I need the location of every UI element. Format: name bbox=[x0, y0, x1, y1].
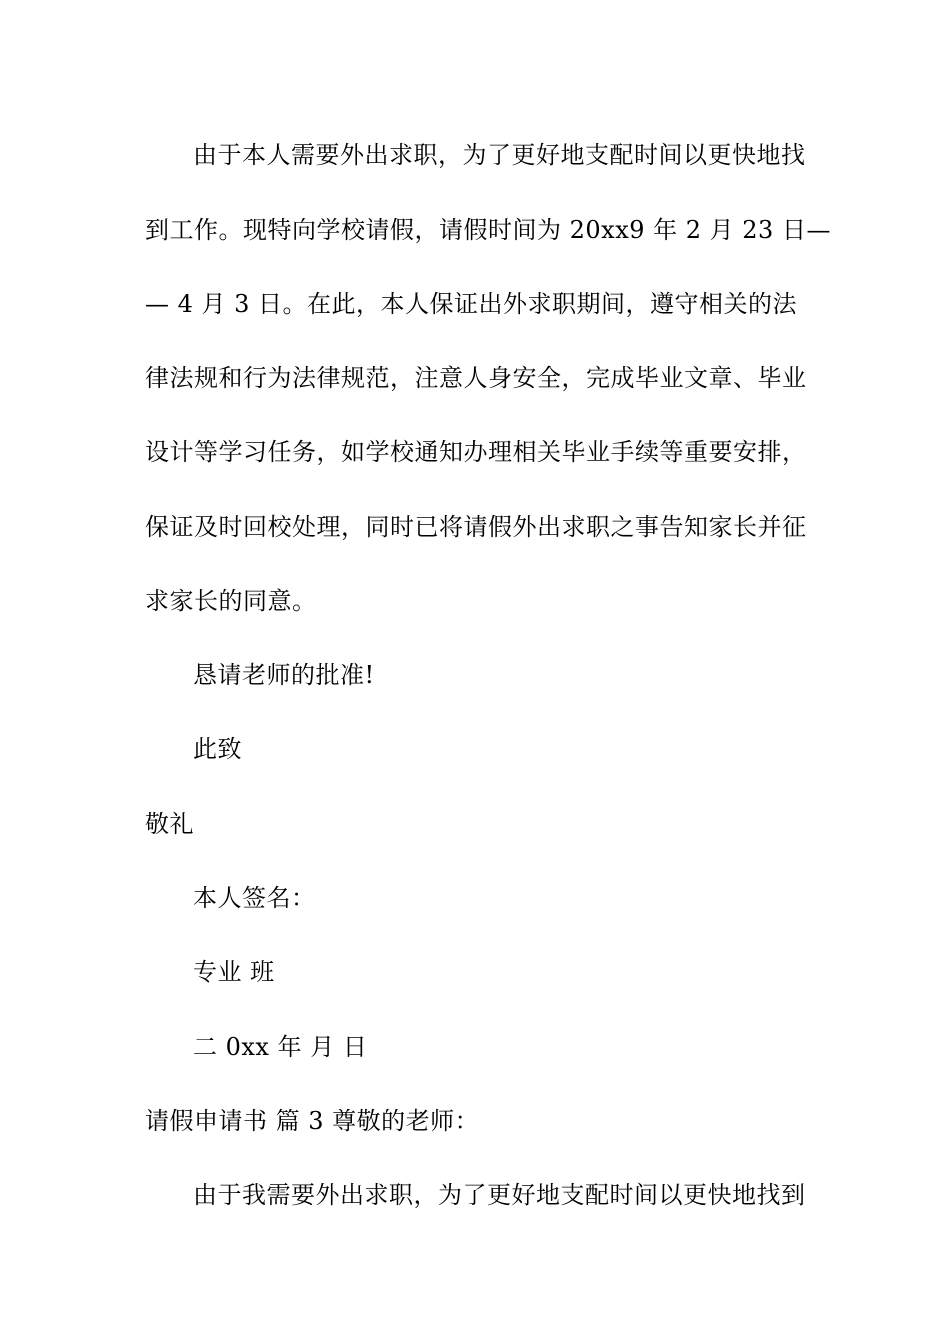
paragraph-line-5: 设计等学习任务，如学校通知办理相关毕业手续等重要安排， bbox=[145, 438, 807, 466]
next-paragraph-line-1: 由于我需要外出求职，为了更好地支配时间以更快地找到 bbox=[193, 1181, 806, 1209]
paragraph-line-1: 由于本人需要外出求职，为了更好地支配时间以更快地找 bbox=[193, 141, 806, 169]
next-section-title: 请假申请书 篇 3 尊敬的老师： bbox=[145, 1107, 480, 1135]
closing-cizhi: 此致 bbox=[193, 735, 242, 763]
closing-jingli: 敬礼 bbox=[145, 810, 194, 838]
paragraph-line-4: 律法规和行为法律规范，注意人身安全，完成毕业文章、毕业 bbox=[145, 364, 807, 392]
paragraph-line-7: 求家长的同意。 bbox=[145, 587, 317, 615]
signature-label: 本人签名： bbox=[193, 884, 316, 912]
paragraph-line-2: 到工作。现特向学校请假，请假时间为 20xx9 年 2 月 23 日— bbox=[145, 216, 831, 244]
paragraph-line-3: — 4 月 3 日。在此，本人保证出外求职期间，遵守相关的法 bbox=[145, 290, 798, 318]
paragraph-line-6: 保证及时回校处理，同时已将请假外出求职之事告知家长并征 bbox=[145, 513, 807, 541]
major-class-line: 专业 班 bbox=[193, 958, 275, 986]
date-line: 二 0xx 年 月 日 bbox=[193, 1033, 368, 1061]
request-line: 恳请老师的批准! bbox=[193, 661, 375, 689]
